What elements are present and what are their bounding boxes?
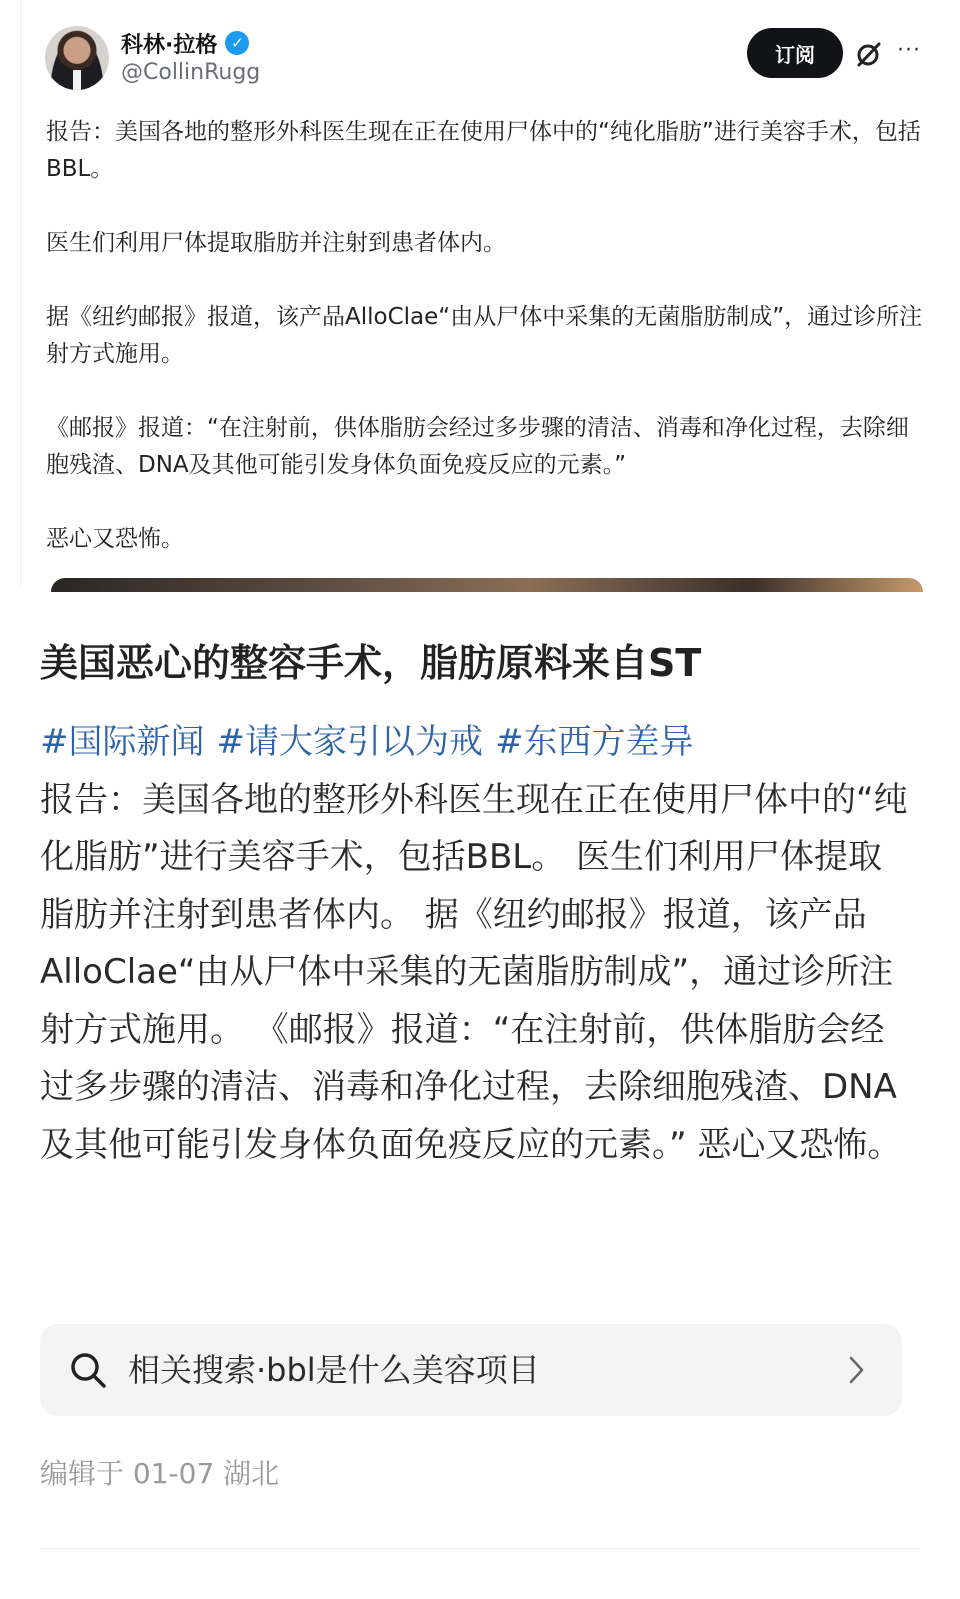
tweet-paragraph: 报告：美国各地的整形外科医生现在正在使用尸体中的“纯化脂肪”进行美容手术，包括BBL。	[46, 119, 921, 182]
tweet-author	[121, 28, 260, 85]
tweet-paragraph: 《邮报》报道：“在注射前，供体脂肪会经过多步骤的清洁、消毒和净化过程，去除细胞残渣、DNA及其他可能引发身体负面免疫反应的元素。”	[46, 415, 909, 478]
avatar[interactable]	[45, 26, 109, 90]
chevron-right-icon	[846, 1354, 866, 1386]
post-body	[40, 714, 910, 1174]
hashtag-link[interactable]: #东西方差异	[495, 722, 694, 762]
divider	[40, 1548, 920, 1549]
author-name[interactable]: 科林·拉格	[121, 32, 218, 58]
hashtag-link[interactable]: #请大家引以为戒	[216, 722, 483, 762]
tweet-paragraph: 据《纽约邮报》报道，该产品AlloClae“由从尸体中采集的无菌脂肪制成”，通过诊所注射方式施用。	[46, 304, 923, 367]
post-text: 报告：美国各地的整形外科医生现在正在使用尸体中的“纯化脂肪”进行美容手术，包括BBL。 医生们利用尸体提取脂肪并注射到患者体内。 据《纽约邮报》报道，该产品AlloClae“由从尸体中采集的无菌脂肪制成”，通过诊所注射方式施用。 《邮报》报道：“在注射前，供体脂肪会经过多步骤的清洁、消毒和净化过程，去除细胞残渣、DNA及其他可能引发身体负面免疫反应的元素。” 恶心又恐怖。	[40, 779, 908, 1165]
hashtag-link[interactable]: #国际新闻	[40, 722, 205, 762]
tweet-text	[46, 114, 926, 595]
embedded-tweet-image	[20, 0, 942, 590]
author-handle: @CollinRugg	[121, 60, 261, 85]
more-options-icon[interactable]: ···	[897, 38, 921, 63]
verified-badge-icon: ✓	[225, 31, 249, 55]
tweet-media-preview	[51, 578, 923, 592]
subscribe-button[interactable]: 订阅	[747, 28, 843, 78]
tweet-paragraph: 医生们利用尸体提取脂肪并注射到患者体内。	[46, 230, 506, 256]
tweet-paragraph: 恶心又恐怖。	[46, 526, 184, 552]
post-title: 美国恶心的整容手术，脂肪原料来自ST	[40, 641, 702, 685]
search-icon	[68, 1350, 108, 1390]
author-name-row	[121, 28, 260, 58]
edit-timestamp-location: 编辑于 01-07 湖北	[40, 1457, 280, 1490]
related-search-card[interactable]	[40, 1324, 902, 1416]
tweet-header	[45, 26, 925, 92]
grok-icon[interactable]	[855, 40, 883, 68]
related-search-label: 相关搜索·bbl是什么美容项目	[128, 1351, 540, 1389]
